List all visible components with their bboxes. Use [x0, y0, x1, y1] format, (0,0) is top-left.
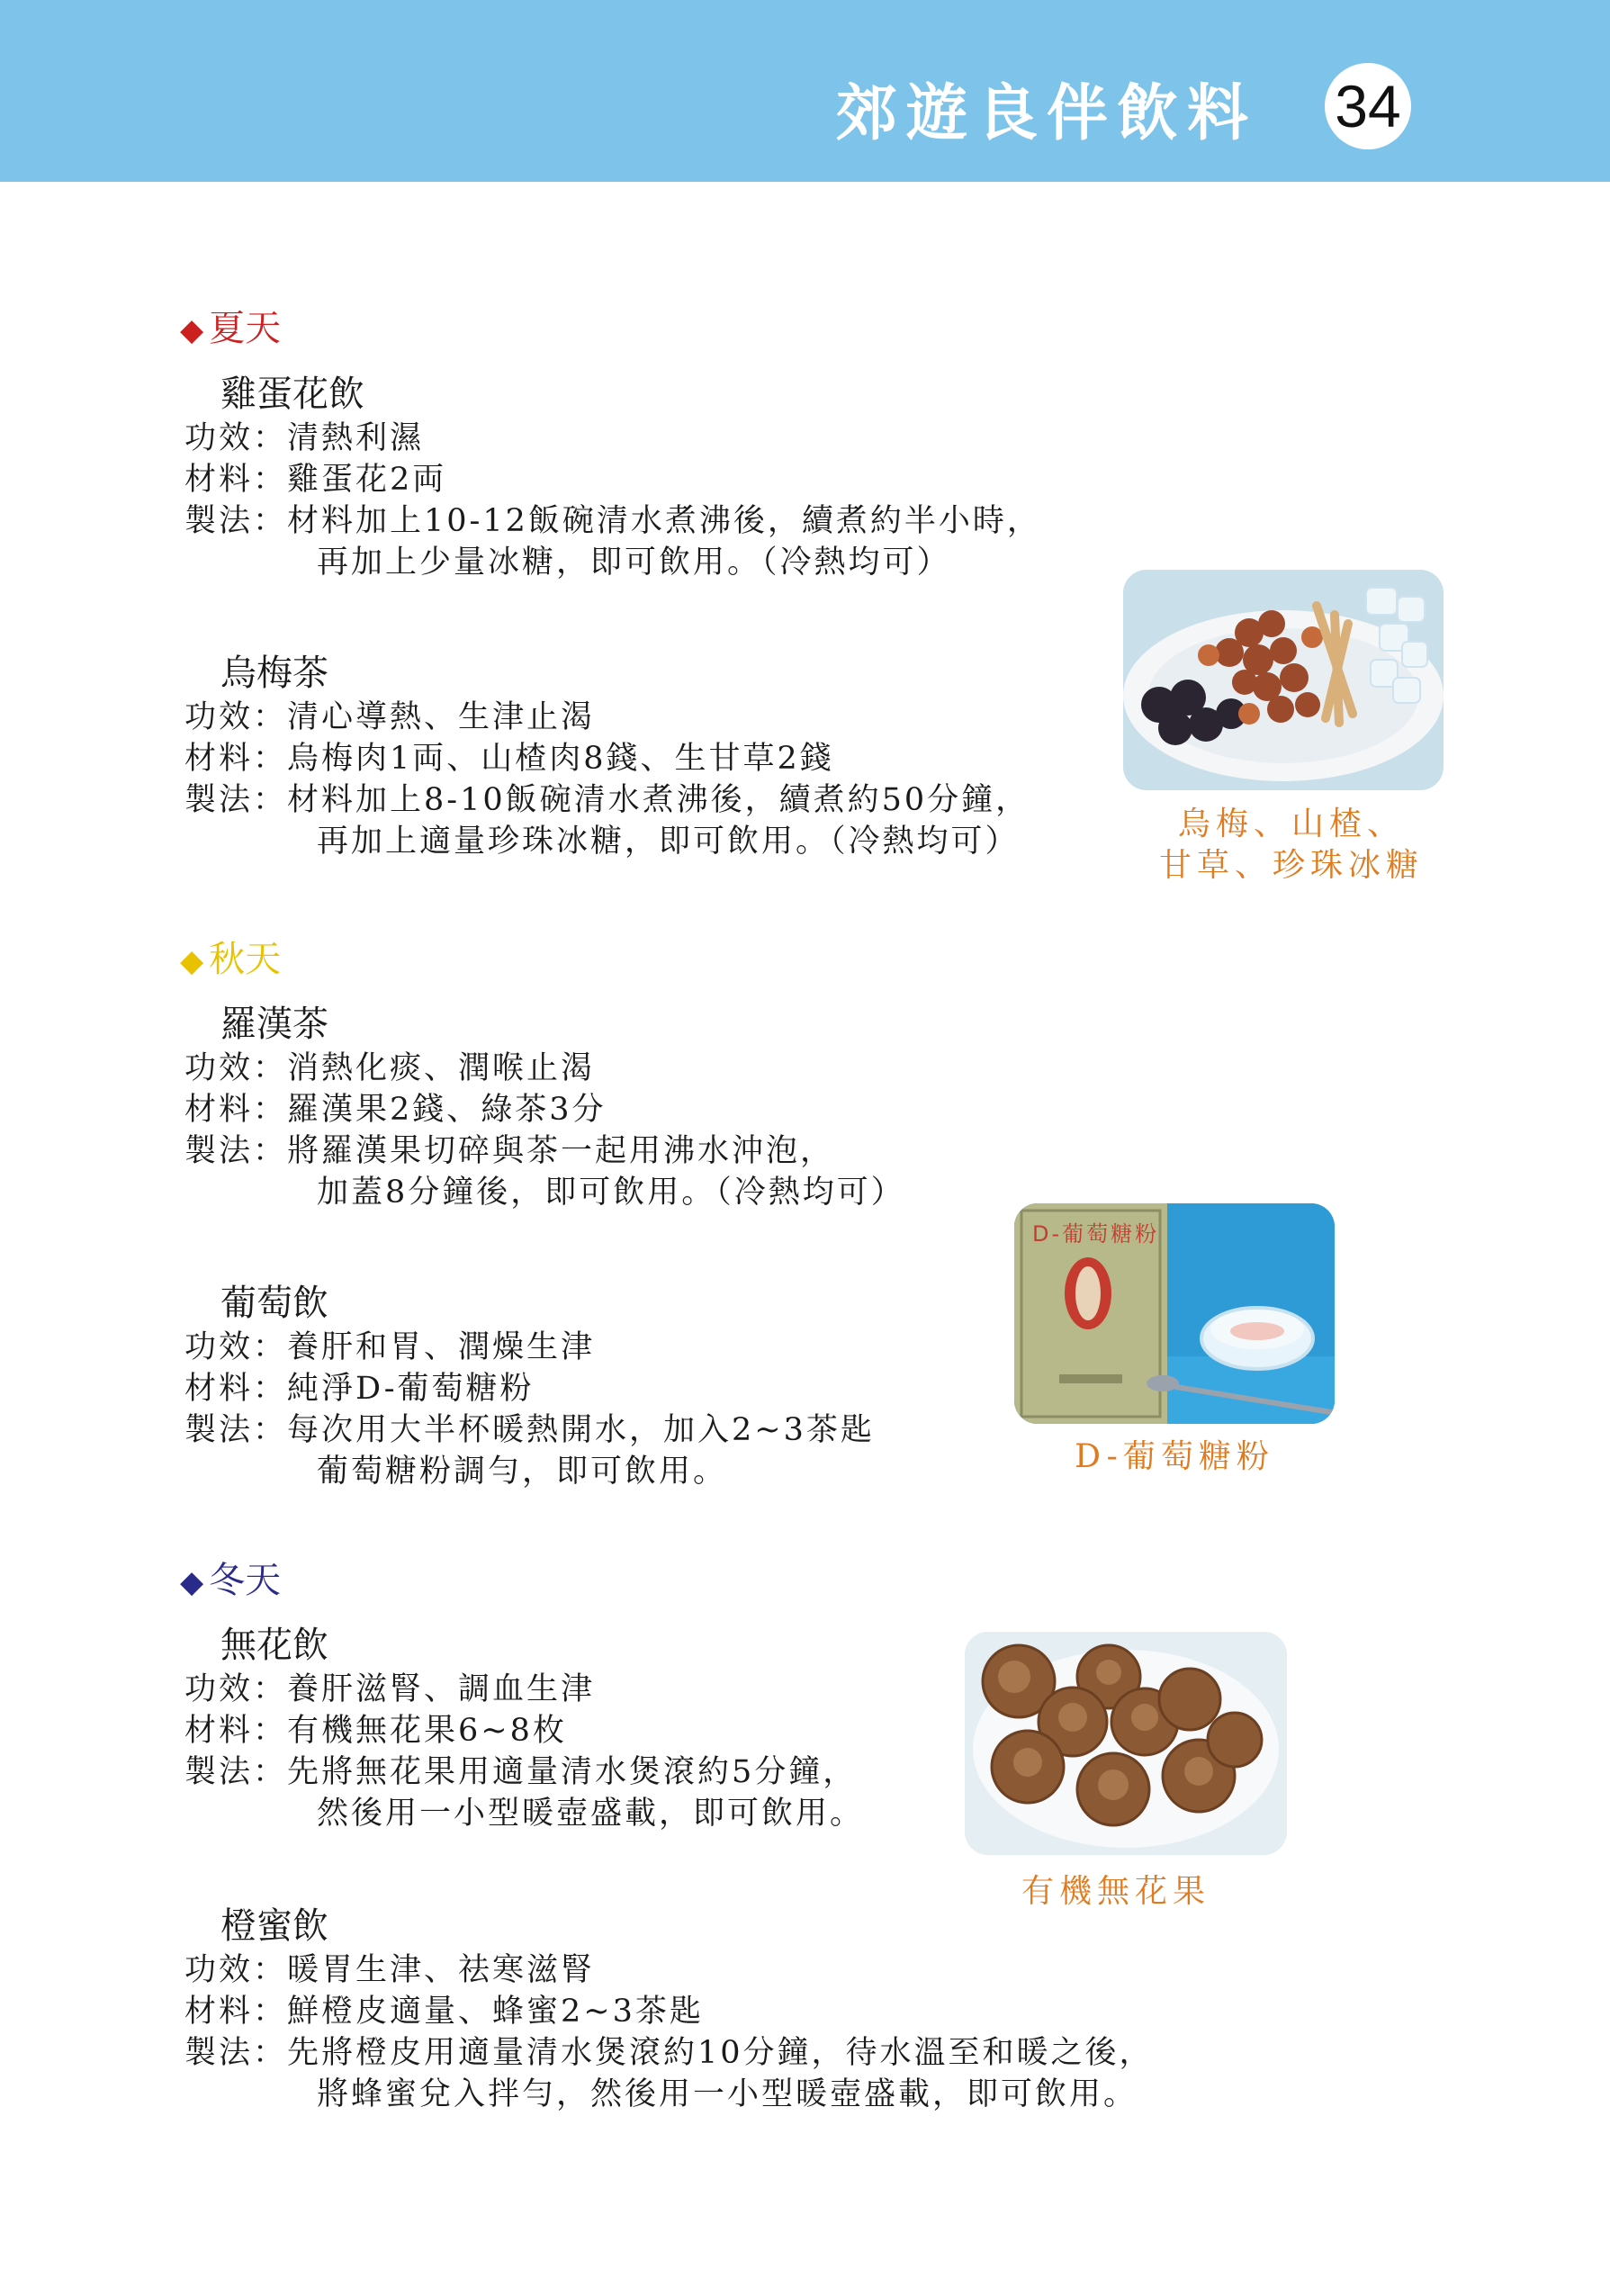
wumei-caption: 烏梅、山楂、 甘草、珍珠冰糖: [1158, 806, 1424, 884]
page-title: 郊遊良伴飲料: [835, 77, 1257, 149]
recipe-method-cont: 再加上少量冰糖，即可飲用。（冷熱均可）: [317, 545, 951, 581]
recipe-method-cont: 加蓋8分鐘後，即可飲用。（冷熱均可）: [317, 1175, 905, 1211]
recipe-material: 材料：有機無花果6~8枚: [184, 1713, 567, 1749]
glucose-box-label: D-葡萄糖粉: [1032, 1221, 1160, 1247]
recipe-method-cont: 然後用一小型暖壺盛載，即可飲用。: [317, 1796, 865, 1832]
recipe-effect: 功效：清熱利濕: [184, 420, 425, 456]
recipe-method: 製法：材料加上10-12飯碗清水煮沸後，續煮約半小時，: [184, 503, 1041, 539]
recipe-method-cont: 將蜂蜜兌入拌勻，然後用一小型暖壺盛載，即可飲用。: [317, 2076, 1138, 2112]
recipe-material: 材料：鮮橙皮適量、蜂蜜2~3茶匙: [184, 1994, 704, 2030]
season-heading-winter: ◆ 冬天: [180, 1560, 282, 1601]
recipe-title: 羅漢茶: [220, 1004, 328, 1045]
recipe-title: 橙蜜飲: [220, 1905, 328, 1947]
recipe-effect: 功效：養肝滋腎、調血生津: [184, 1671, 596, 1707]
recipe-method: 製法：先將無花果用適量清水煲滾約5分鐘，: [184, 1754, 858, 1790]
recipe-glucose: [184, 1282, 875, 1492]
recipe-title: 葡萄飲: [220, 1283, 328, 1324]
recipe-method-cont: 再加上適量珍珠冰糖，即可飲用。（冷熱均可）: [317, 824, 1020, 860]
recipe-effect: 功效：消熱化痰、潤喉止渴: [184, 1050, 596, 1086]
recipe-method: 製法：材料加上8-10飯碗清水煮沸後，續煮約50分鐘，: [184, 782, 1030, 818]
recipe-method-cont: 葡萄糖粉調勻，即可飲用。: [317, 1454, 728, 1490]
recipe-title: 烏梅茶: [220, 653, 328, 694]
recipe-effect: 功效：暖胃生津、祛寒滋腎: [184, 1952, 596, 1988]
diamond-icon: ◆: [180, 943, 204, 979]
wumei-dish-image: [1123, 570, 1444, 790]
recipe-wumei: [184, 652, 1030, 862]
recipe-title: 雞蛋花飲: [220, 374, 364, 415]
glucose-photo: [1014, 1203, 1335, 1424]
diamond-icon: ◆: [180, 312, 204, 348]
recipe-material: 材料：羅漢果2錢、綠茶3分: [184, 1092, 607, 1128]
recipe-method: 製法：每次用大半杯暖熱開水，加入2~3茶匙: [184, 1412, 875, 1448]
page-number: 34: [1325, 63, 1411, 149]
recipe-material: 材料：純淨D-葡萄糖粉: [184, 1371, 535, 1407]
recipe-method: 製法：先將橙皮用適量清水煲滾約10分鐘，待水溫至和暖之後，: [184, 2035, 1154, 2071]
fig-photo: [965, 1632, 1287, 1855]
recipe-luohan: [184, 1003, 905, 1213]
recipe-orange-honey: [184, 1904, 1154, 2115]
recipe-effect: 功效：養肝和胃、潤燥生津: [184, 1329, 596, 1365]
recipe-frangipani: [184, 373, 1041, 583]
page-header: [0, 0, 1610, 182]
recipe-material: 材料：烏梅肉1両、山楂肉8錢、生甘草2錢: [184, 741, 834, 777]
season-heading-summer: ◆ 夏天: [180, 308, 282, 349]
recipe-effect: 功效：清心導熱、生津止渴: [184, 699, 596, 735]
fig-caption: 有機無花果: [1021, 1873, 1210, 1910]
diamond-icon: ◆: [180, 1564, 204, 1600]
recipe-material: 材料：雞蛋花2両: [184, 462, 447, 498]
wumei-photo: [1123, 570, 1444, 790]
recipe-method: 製法：將羅漢果切碎與茶一起用沸水沖泡，: [184, 1133, 835, 1169]
fig-image: [965, 1632, 1287, 1855]
season-heading-autumn: ◆ 秋天: [180, 939, 282, 980]
glucose-caption: D-葡萄糖粉: [1075, 1438, 1274, 1475]
recipe-title: 無花飲: [220, 1625, 328, 1666]
recipe-fig: [184, 1624, 864, 1834]
